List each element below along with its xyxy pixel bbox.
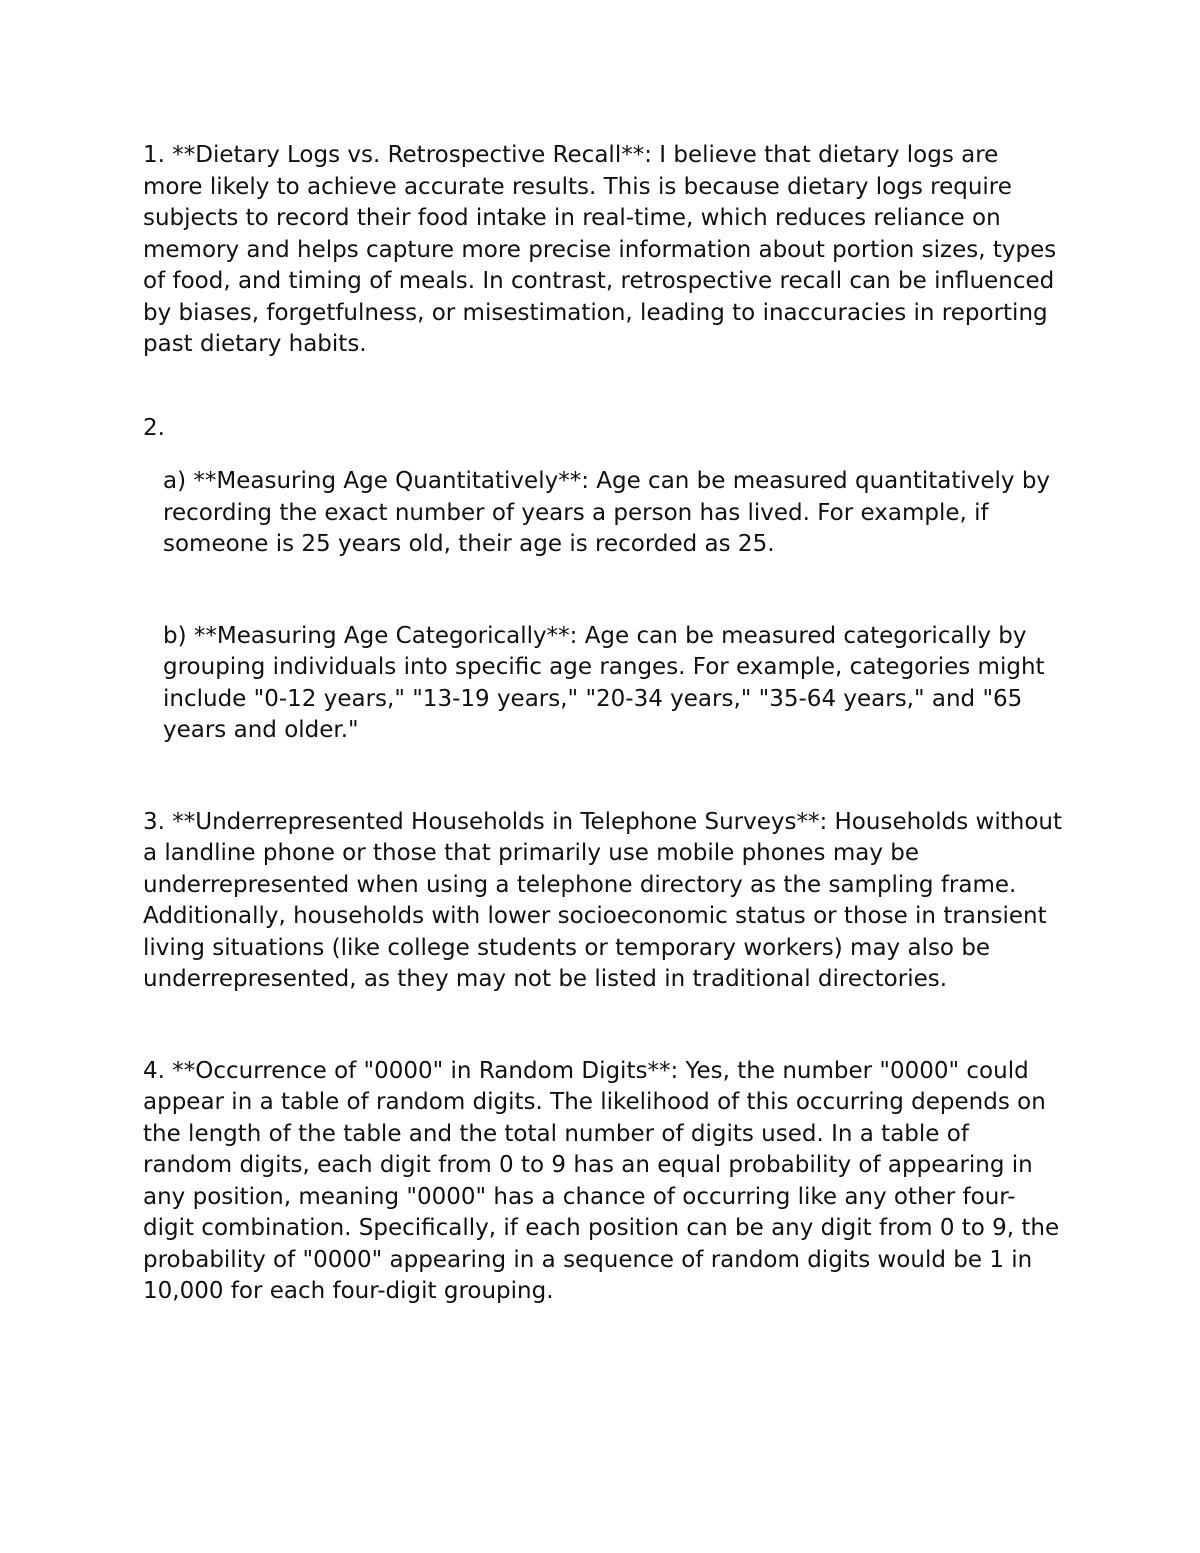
document-body: [143, 140, 1063, 1308]
paragraph-age-quantitative: a) **Measuring Age Quantitatively**: Age can be measured quantitatively by recording the exact number of years a person has lived. For example, if someone is 25 years old, their age is recorded as 25.: [163, 468, 1051, 557]
paragraph-age-categorical: b) **Measuring Age Categorically**: Age can be measured categorically by grouping individuals into specific age ranges. For example, categories might include "0-12 years," "13-19 years," "20-34 years," "35-64 years," and "65 years and older.": [163, 622, 1045, 743]
paragraph-telephone-surveys: 3. **Underrepresented Households in Telephone Surveys**: Households without a landline phone or those that primarily use mobile phones may be underrepresented when using a telephone directory as the sampling frame. Additionally, households with lower socioeconomic status or those in transient living situations (like college students or temporary workers) may also be underrepresented, as they may not be listed in traditional directories.: [143, 808, 1062, 992]
paragraph-dietary-logs: 1. **Dietary Logs vs. Retrospective Recall**: I believe that dietary logs are more likely to achieve accurate results. This is because dietary logs require subjects to record their food intake in real-time, which reduces reliance on memory and helps capture more precise information about portion sizes, types of food, and timing of meals. In contrast, retrospective recall can be influenced by biases, forgetfulness, or misestimation, leading to inaccuracies in reporting past dietary habits.: [143, 142, 1057, 357]
paragraph-question-2-number: 2.: [143, 414, 165, 441]
paragraph-random-digits: 4. **Occurrence of "0000" in Random Digits**: Yes, the number "0000" could appear in a table of random digits. The likelihood of this occurring depends on the length of the table and the total number of digits used. In a table of random digits, each digit from 0 to 9 has an equal probability of appearing in any position, meaning "0000" has a chance of occurring like any other four-digit combination. Specifically, if each position can be any digit from 0 to 9, the probability of "0000" appearing in a sequence of random digits would be 1 in 10,000 for each four-digit grouping.: [143, 1057, 1060, 1304]
